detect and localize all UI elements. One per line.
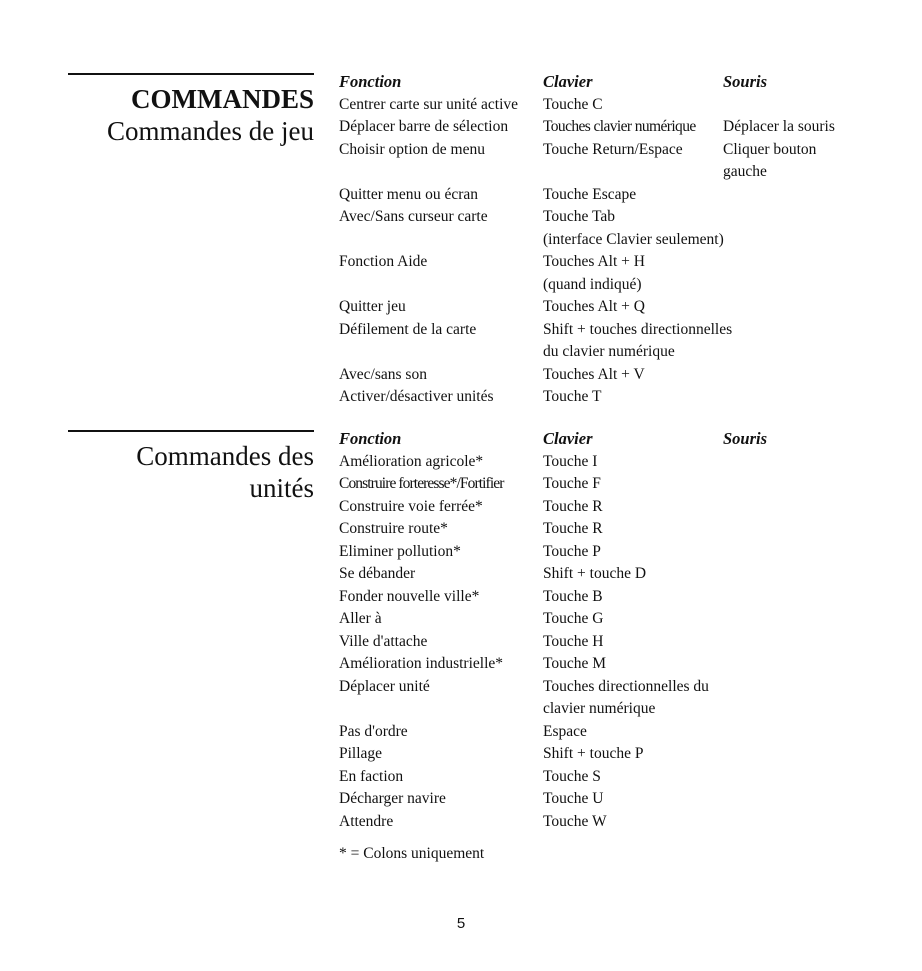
table-row <box>339 698 899 721</box>
table-row <box>339 274 899 297</box>
section-subtitle: Commandes de jeu <box>107 116 314 146</box>
cell-clavier: Touches directionnelles du <box>543 677 709 695</box>
table-row <box>339 364 899 387</box>
table-row <box>339 206 899 229</box>
table-row <box>339 496 899 519</box>
cell-fonction: Fonction Aide <box>339 253 428 270</box>
header-fonction: Fonction <box>339 72 402 91</box>
cell-fonction: Quitter jeu <box>339 298 406 315</box>
section-subtitle-line2: unités <box>249 473 314 503</box>
table-row <box>339 766 899 789</box>
cell-fonction: Déplacer barre de sélection <box>339 118 509 135</box>
table-row <box>339 319 899 342</box>
cell-fonction: Décharger navire <box>339 790 446 807</box>
table-row <box>339 251 899 274</box>
table-row <box>339 473 899 496</box>
table-row <box>339 811 899 834</box>
cell-clavier: du clavier numérique <box>543 343 675 360</box>
commandes-unites-table <box>339 428 899 833</box>
cell-clavier: Touche Tab <box>543 208 616 225</box>
table-row <box>339 139 899 162</box>
cell-fonction: Avec/sans son <box>339 365 427 383</box>
table-row <box>339 94 899 117</box>
cell-clavier: (quand indiqué) <box>543 275 642 293</box>
cell-clavier: Touche H <box>543 632 604 650</box>
cell-clavier: Touches Alt + V <box>543 365 645 383</box>
cell-clavier: Touche P <box>543 542 601 560</box>
cell-fonction: Construire voie ferrée* <box>339 497 483 515</box>
cell-clavier: Shift + touche P <box>543 745 644 762</box>
cell-fonction: Ville d'attache <box>339 632 428 650</box>
table-row <box>339 743 899 766</box>
table-row <box>339 676 899 699</box>
cell-clavier: Touche R <box>543 520 603 537</box>
cell-fonction: Défilement de la carte <box>339 320 477 338</box>
cell-fonction: Pas d'ordre <box>339 722 408 740</box>
section-subtitle-line1: Commandes des <box>136 441 314 471</box>
page-number: 5 <box>456 915 466 932</box>
cell-clavier: Shift + touche D <box>543 565 647 582</box>
table-header-row <box>339 428 899 451</box>
cell-fonction: Activer/désactiver unités <box>339 388 494 405</box>
cell-fonction: En faction <box>339 767 404 785</box>
cell-clavier: (interface Clavier seulement) <box>543 230 724 248</box>
cell-fonction: Eliminer pollution* <box>339 542 461 560</box>
cell-clavier: Touche U <box>543 790 604 807</box>
cell-fonction: Se débander <box>339 565 416 582</box>
cell-fonction: Fonder nouvelle ville* <box>339 587 480 605</box>
cell-souris: gauche <box>723 163 767 180</box>
section-jeu-heading <box>68 73 314 147</box>
cell-fonction: Attendre <box>339 812 394 830</box>
section-rule <box>68 430 314 432</box>
cell-clavier: Touche F <box>543 475 601 492</box>
cell-clavier: Touche R <box>543 497 603 515</box>
header-fonction: Fonction <box>339 429 402 448</box>
cell-fonction: Quitter menu ou écran <box>339 185 479 203</box>
cell-fonction: Pillage <box>339 745 383 762</box>
table-row <box>339 563 899 586</box>
table-row <box>339 184 899 207</box>
table-row <box>339 631 899 654</box>
cell-clavier: Touche G <box>543 610 604 627</box>
cell-clavier: clavier numérique <box>543 700 656 717</box>
section-title: COMMANDES <box>131 84 314 114</box>
cell-clavier: Shift + touches directionnelles <box>543 320 733 338</box>
table-row <box>339 341 899 364</box>
table-row <box>339 451 899 474</box>
table-row <box>339 586 899 609</box>
table-row <box>339 386 899 409</box>
section-rule <box>68 73 314 75</box>
cell-clavier: Touche B <box>543 587 603 605</box>
cell-fonction: Amélioration agricole* <box>339 452 484 470</box>
table-row <box>339 296 899 319</box>
table-row <box>339 653 899 676</box>
table-row <box>339 721 899 744</box>
table-row <box>339 541 899 564</box>
header-souris: Souris <box>723 429 768 448</box>
cell-fonction: Centrer carte sur unité active <box>339 95 519 113</box>
cell-clavier: Touche S <box>543 767 601 785</box>
table-row <box>339 608 899 631</box>
table-row <box>339 116 899 139</box>
cell-clavier: Touche C <box>543 95 603 113</box>
table-row <box>339 788 899 811</box>
table-row <box>339 518 899 541</box>
cell-clavier: Touche T <box>543 388 602 405</box>
cell-clavier: Touches Alt + H <box>543 253 645 270</box>
section-unites-heading <box>68 430 314 504</box>
table-row <box>339 229 899 252</box>
cell-clavier: Touche I <box>543 452 598 470</box>
cell-fonction: Aller à <box>339 610 382 627</box>
header-clavier: Clavier <box>543 72 593 91</box>
cell-souris: Déplacer la souris <box>723 118 835 135</box>
footnote: * = Colons uniquement <box>339 845 485 862</box>
commandes-jeu-table <box>339 71 899 409</box>
cell-clavier: Touches Alt + Q <box>543 298 645 315</box>
cell-clavier: Touche W <box>543 812 607 830</box>
header-clavier: Clavier <box>543 429 593 448</box>
cell-fonction: Construire route* <box>339 520 448 537</box>
cell-souris: Cliquer bouton <box>723 140 817 158</box>
cell-fonction: Construire forteresse*/Fortifier <box>339 475 504 492</box>
table-row <box>339 161 899 184</box>
cell-fonction: Avec/Sans curseur carte <box>339 208 488 225</box>
cell-clavier: Touche Escape <box>543 185 637 203</box>
cell-fonction: Amélioration industrielle* <box>339 655 504 672</box>
cell-clavier: Touches clavier numérique <box>543 118 696 135</box>
cell-clavier: Touche Return/Espace <box>543 140 683 158</box>
header-souris: Souris <box>723 72 768 91</box>
cell-fonction: Choisir option de menu <box>339 140 485 158</box>
cell-clavier: Espace <box>543 722 587 740</box>
cell-clavier: Touche M <box>543 655 607 672</box>
table-header-row <box>339 71 899 94</box>
cell-fonction: Déplacer unité <box>339 677 430 695</box>
